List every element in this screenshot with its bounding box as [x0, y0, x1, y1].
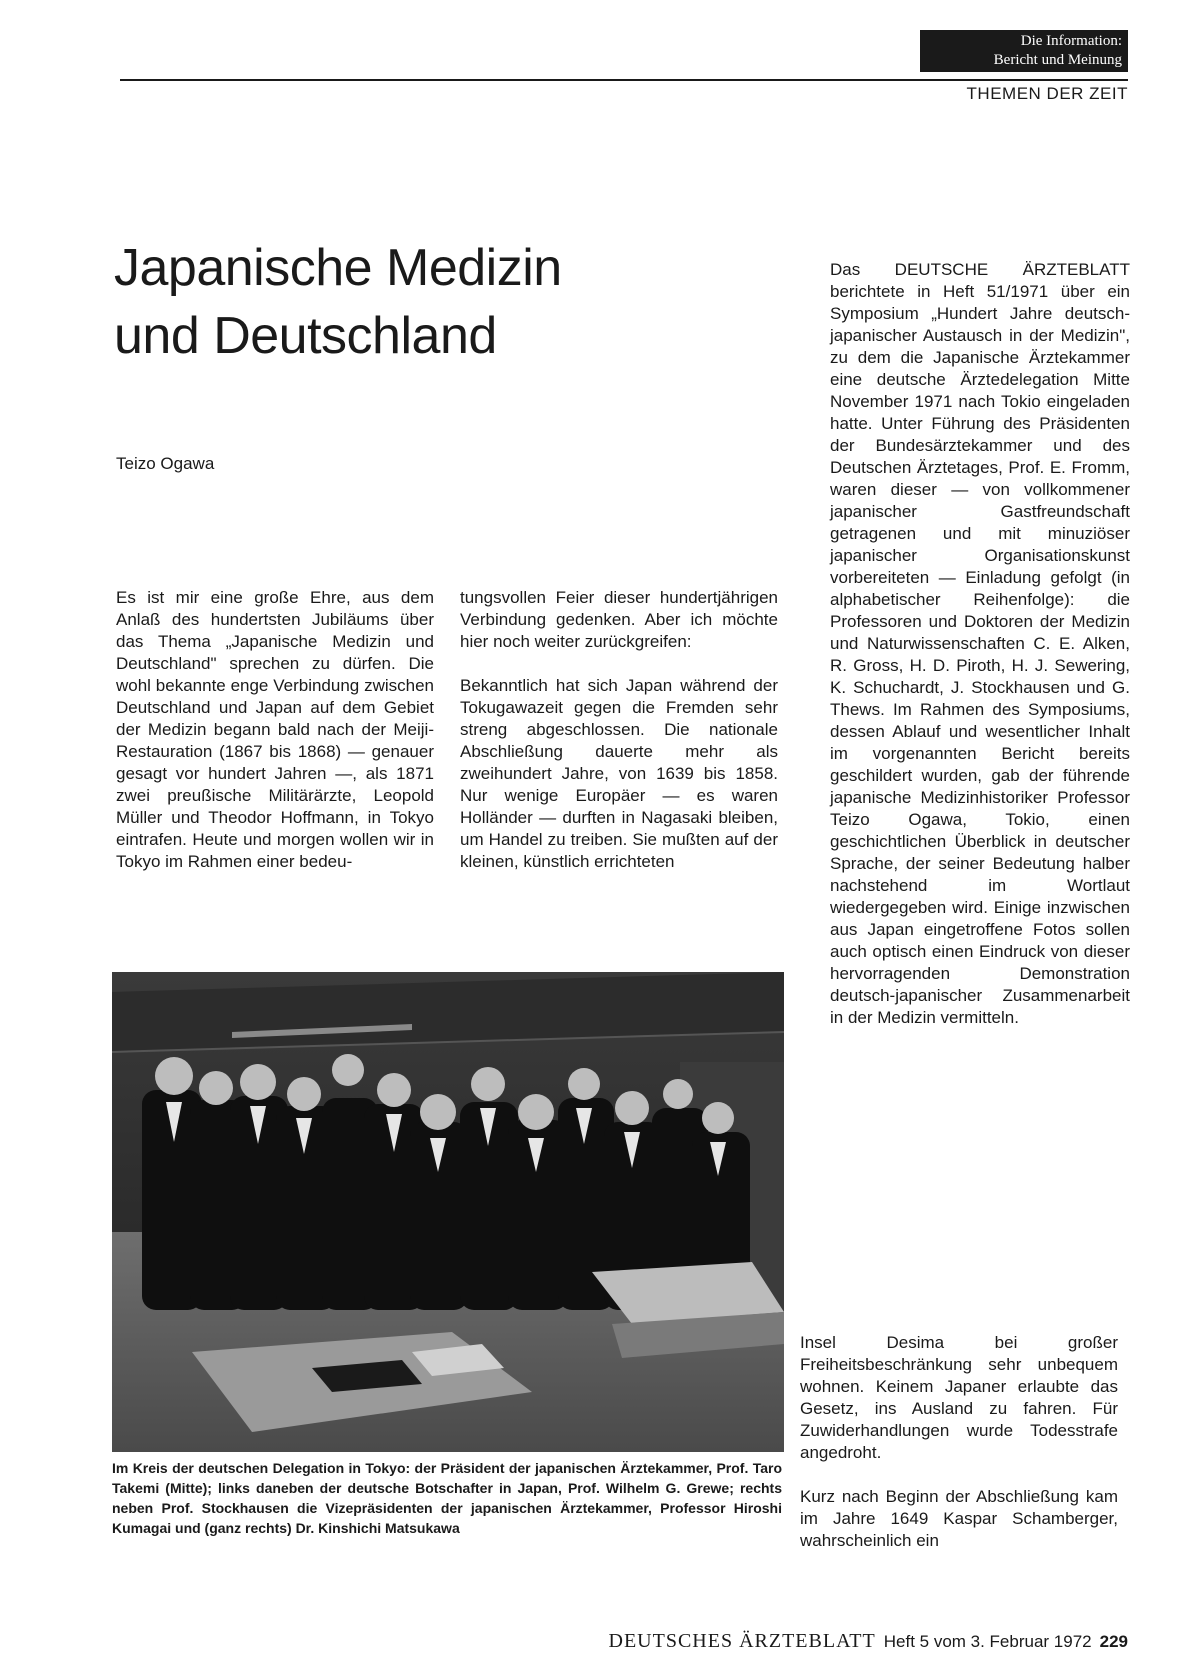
photo-caption: Im Kreis der deutschen Delegation in Tokyo: der Präsident der japanischen Ärztekammer, Prof. Taro Takemi (Mitte); links daneben der deutsche Botschafter in Japan, Prof. Wilhelm G. Grewe; rechts neben Prof. Stockhausen die Vizepräsidenten der japanischen Ärztekammer, Professor Hiroshi Kumagai und (ganz rechts) Dr. Kinshichi Matsukawa	[112, 1460, 782, 1536]
title-line-1: Japanische Medizin	[114, 239, 562, 297]
page-footer	[500, 1630, 1128, 1653]
body-column-2	[460, 587, 778, 873]
section-label: THEMEN DER ZEIT	[966, 84, 1128, 103]
top-rule	[120, 79, 1128, 81]
masthead: DEUTSCHES ÄRZTEBLATT	[608, 1630, 876, 1652]
paragraph: Kurz nach Beginn der Abschließung kam im Jahre 1649 Kaspar Schamberger, wahrscheinlich ein	[800, 1487, 1118, 1550]
header-line-2: Bericht und Meinung	[993, 52, 1122, 68]
author-name: Teizo Ogawa	[116, 454, 215, 473]
paragraph: Insel Desima bei großer Freiheitsbeschränkung sehr unbequem wohnen. Keinem Japaner erlaubte das Gesetz, ins Ausland zu fahren. Für Zuwiderhandlungen wurde Todesstrafe angedroht.	[800, 1333, 1118, 1462]
body-column-1	[116, 587, 434, 873]
body-column-4	[800, 1332, 1118, 1552]
paragraph: Es ist mir eine große Ehre, aus dem Anlaß des hundertsten Jubiläums über das Thema „Japanische Medizin und Deutschland" sprechen zu dürfen. Die wohl bekannte enge Verbindung zwischen Deutschland und Japan auf dem Gebiet der Medizin begann bald nach der Meiji-Restauration (1867 bis 1868) — genauer gesagt vor hundert Jahren —, als 1871 zwei preußische Militärärzte, Leopold Müller und Theodor Hoffmann, in Tokyo eintrafen. Heute und morgen wollen wir in Tokyo im Rahmen einer bedeu-	[116, 588, 434, 871]
issue-info: Heft 5 vom 3. Februar 1972	[883, 1632, 1092, 1651]
page-number: 229	[1099, 1632, 1128, 1651]
title-line-2: und Deutschland	[114, 307, 497, 365]
paragraph: tungsvollen Feier dieser hundertjährigen Verbindung gedenken. Aber ich möchte hier noch weiter zurückgreifen:	[460, 588, 778, 651]
intro-column	[830, 259, 1130, 1029]
intro-paragraph: Das DEUTSCHE ÄRZTEBLATT berichtete in Heft 51/1971 über ein Symposium „Hundert Jahre deutsch-japanischer Austausch in der Medizin", zu dem die Japanische Ärztekammer eine deutsche Ärztedelegation Mitte November 1971 nach Tokio eingeladen hatte. Unter Führung des Präsidenten der Bundesärztekammer und des Deutschen Ärztetages, Prof. E. Fromm, waren dieser — von vollkommener japanischer Gastfreundschaft getragenen und mit minuziöser japanischer Organisationskunst vorbereiteten — Einladung gefolgt (in alphabetischer Reihenfolge): die Professoren und Doktoren der Medizin und Naturwissenschaften C. E. Alken, R. Gross, H. D. Piroth, H. J. Sewering, K. Schuchardt, J. Stockhausen und G. Thews. Im Rahmen des Symposiums, dessen Ablauf und wesentlicher Inhalt im vorgenannten Bericht bereits geschildert wurden, gab der führende japanische Medizinhistoriker Professor Teizo Ogawa, Tokio, einen geschichtlichen Überblick in deutscher Sprache, der seiner Bedeutung halber nachstehend im Wortlaut wiedergegeben wird. Einige inzwischen aus Japan eingetroffene Fotos sollen auch optisch einen Eindruck von dieser hervorragenden Demonstration deutsch-japanischer Zusammenarbeit in der Medizin vermitteln.	[830, 260, 1130, 1027]
section-header-box	[920, 30, 1128, 72]
article-title	[114, 234, 714, 370]
group-photo-illustration	[112, 972, 784, 1452]
header-line-1: Die Information:	[1020, 33, 1122, 49]
group-photo	[112, 972, 784, 1452]
paragraph: Bekanntlich hat sich Japan während der Tokugawazeit gegen die Fremden sehr streng abgeschlossen. Die nationale Abschließung dauerte mehr als zweihundert Jahre, von 1639 bis 1858. Nur wenige Europäer — es waren Holländer — durften in Nagasaki bleiben, um Handel zu treiben. Sie mußten auf der kleinen, künstlich errichteten	[460, 676, 778, 871]
